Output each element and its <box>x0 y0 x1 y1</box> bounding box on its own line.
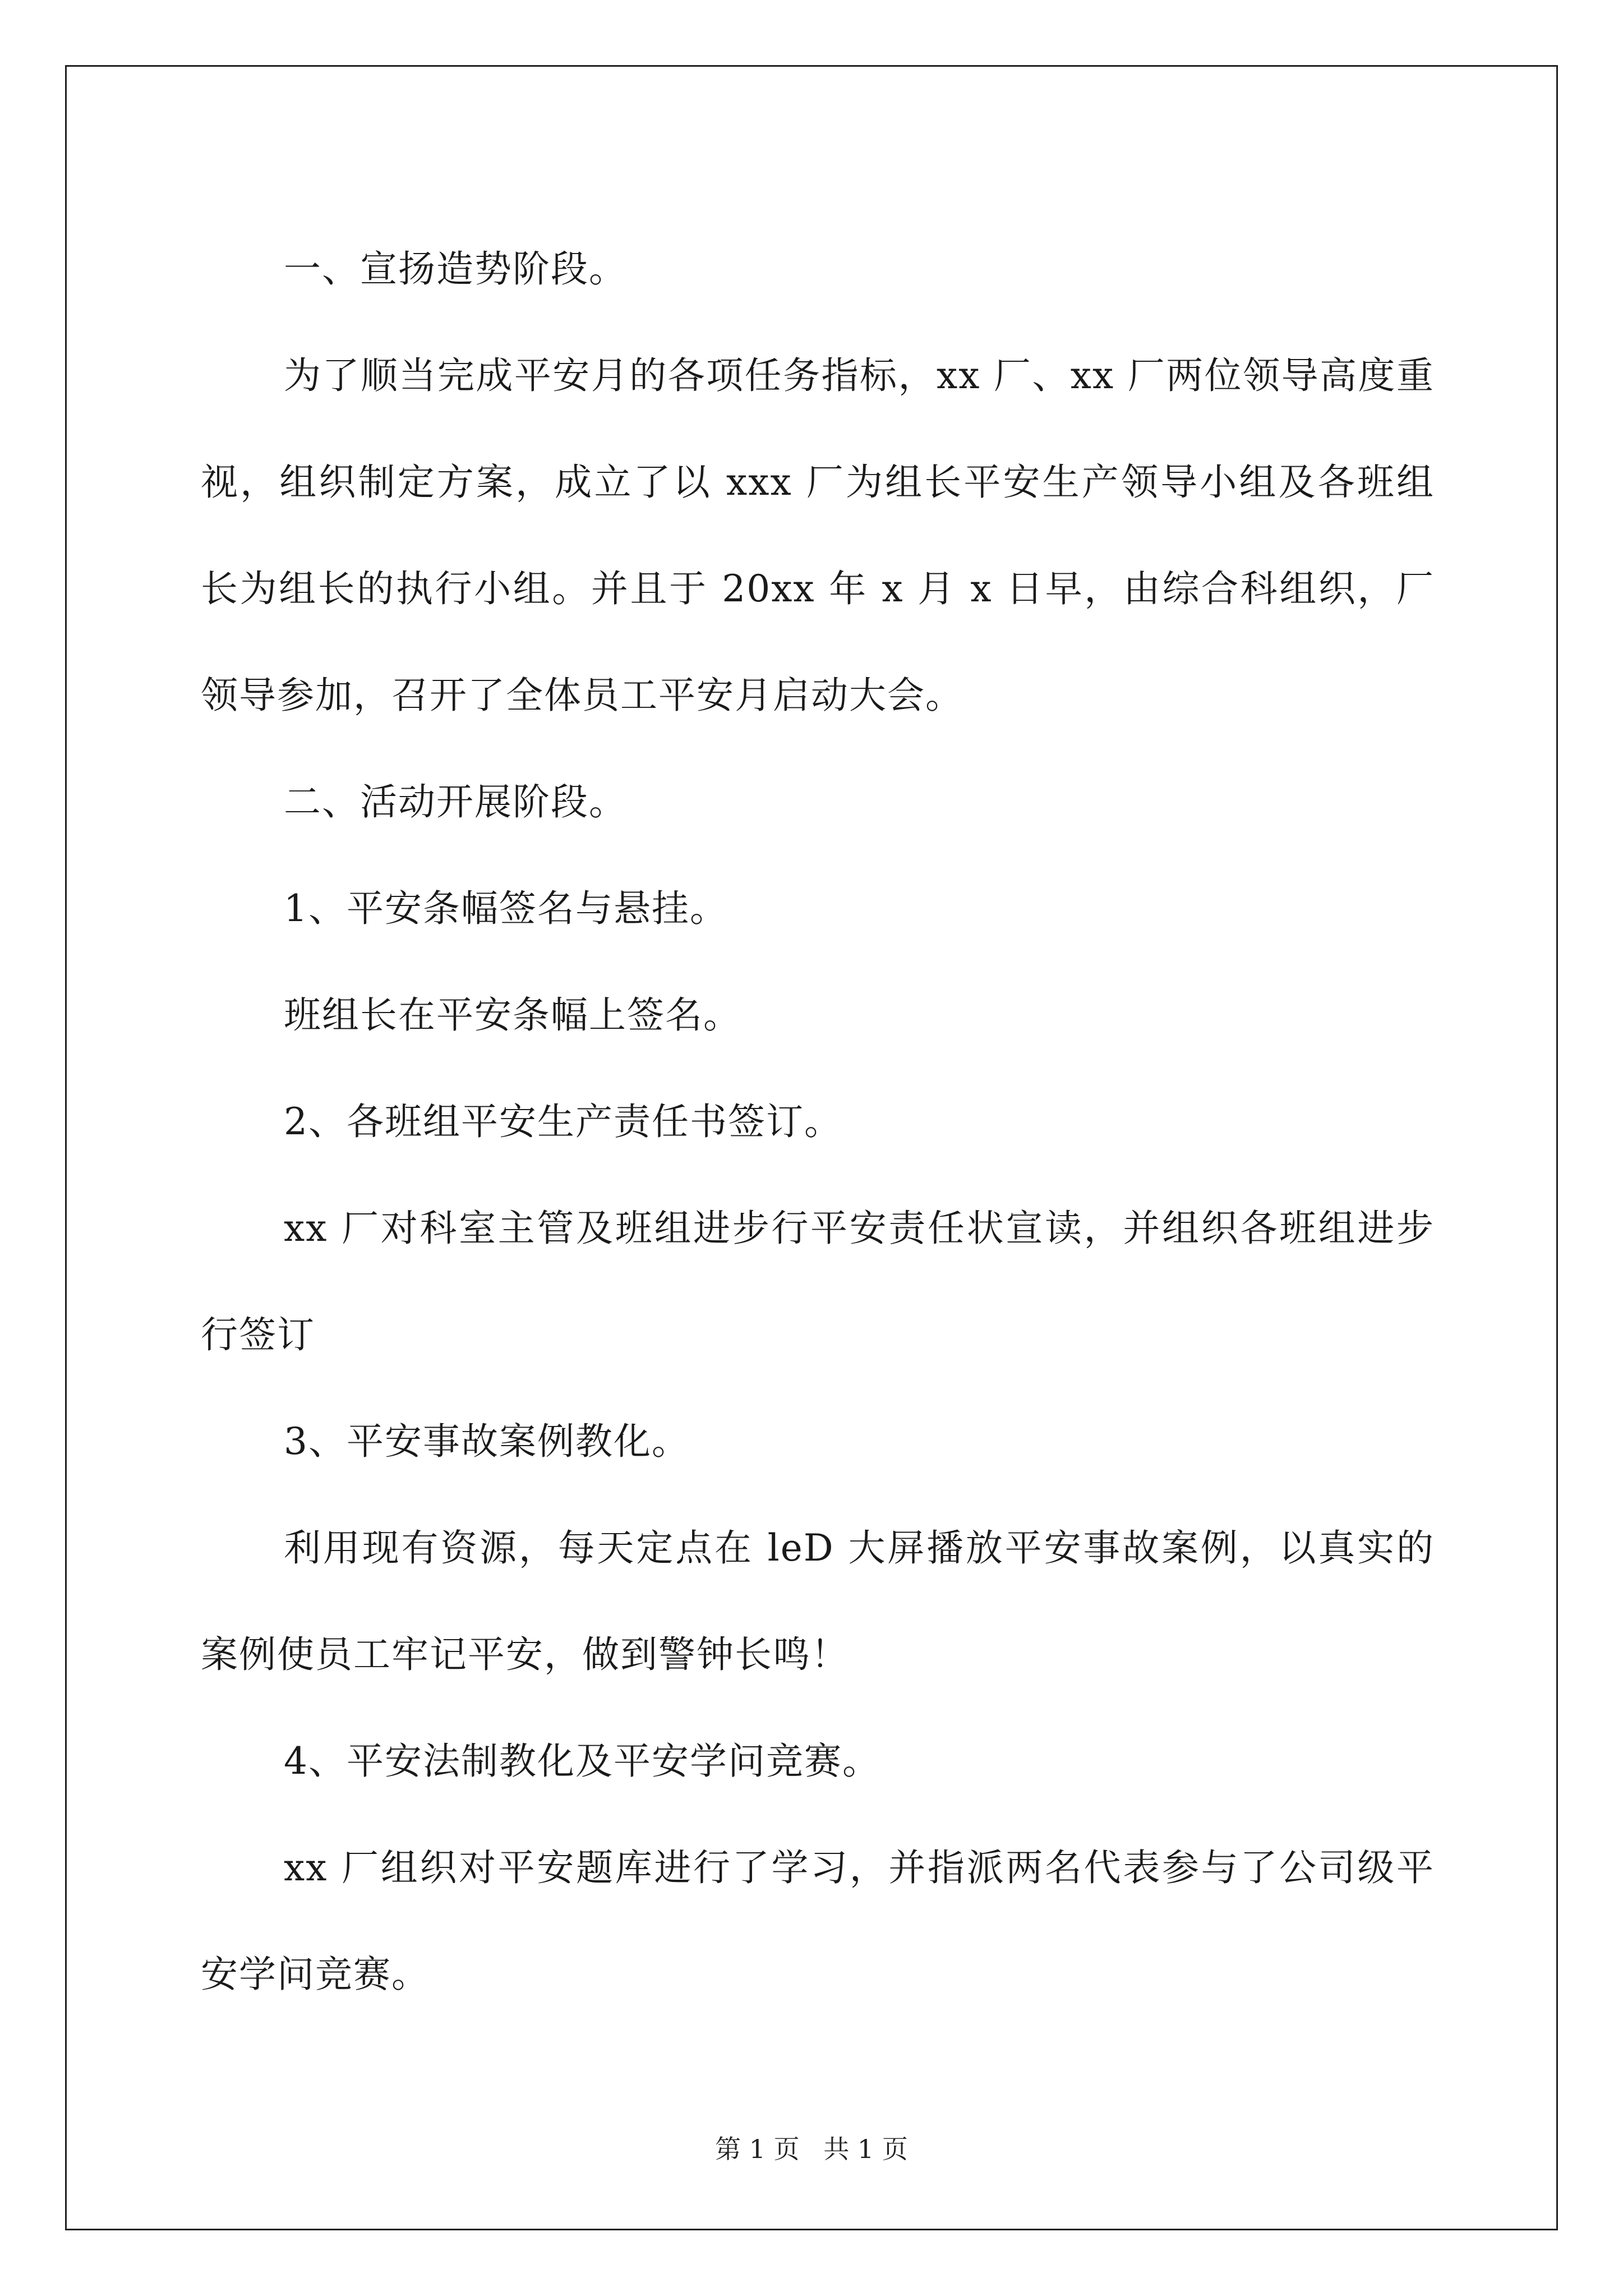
page-number-total: 共 1 页 <box>823 2134 908 2164</box>
list-item-heading: 4、平安法制教化及平安学问竞赛。 <box>284 1740 880 1783</box>
section-heading-1: 一、宣扬造势阶段。 <box>284 247 627 291</box>
section-heading-2: 二、活动开展阶段。 <box>284 780 627 823</box>
document-body <box>201 216 1435 2028</box>
list-item-heading: 3、平安事故案例教化。 <box>284 1420 690 1463</box>
paragraph: xx 厂组织对平安题库进行了学习，并指派两名代表参与了公司级平安学问竞赛。 <box>201 1846 1435 1996</box>
list-item-heading: 2、各班组平安生产责任书签订。 <box>284 1100 842 1143</box>
page-footer <box>0 2129 1623 2166</box>
page-number-current: 第 1 页 <box>715 2134 800 2164</box>
paragraph: 班组长在平安条幅上签名。 <box>284 993 741 1037</box>
list-item-heading: 1、平安条幅签名与悬挂。 <box>284 887 728 930</box>
paragraph: xx 厂对科室主管及班组进步行平安责任状宣读，并组织各班组进步行签订 <box>201 1207 1435 1356</box>
paragraph: 为了顺当完成平安月的各项任务指标，xx 厂、xx 厂两位领导高度重视，组织制定方案，成立了以 xxx 厂为组长平安生产领导小组及各班组长为组长的执行小组。并且于 20xx 年 x 月 x 日早，由综合科组织，厂领导参加，召开了全体员工平安月启动大会。 <box>201 354 1435 717</box>
paragraph: 利用现有资源，每天定点在 leD 大屏播放平安事故案例，以真实的案例使员工牢记平安，做到警钟长鸣！ <box>201 1526 1435 1676</box>
